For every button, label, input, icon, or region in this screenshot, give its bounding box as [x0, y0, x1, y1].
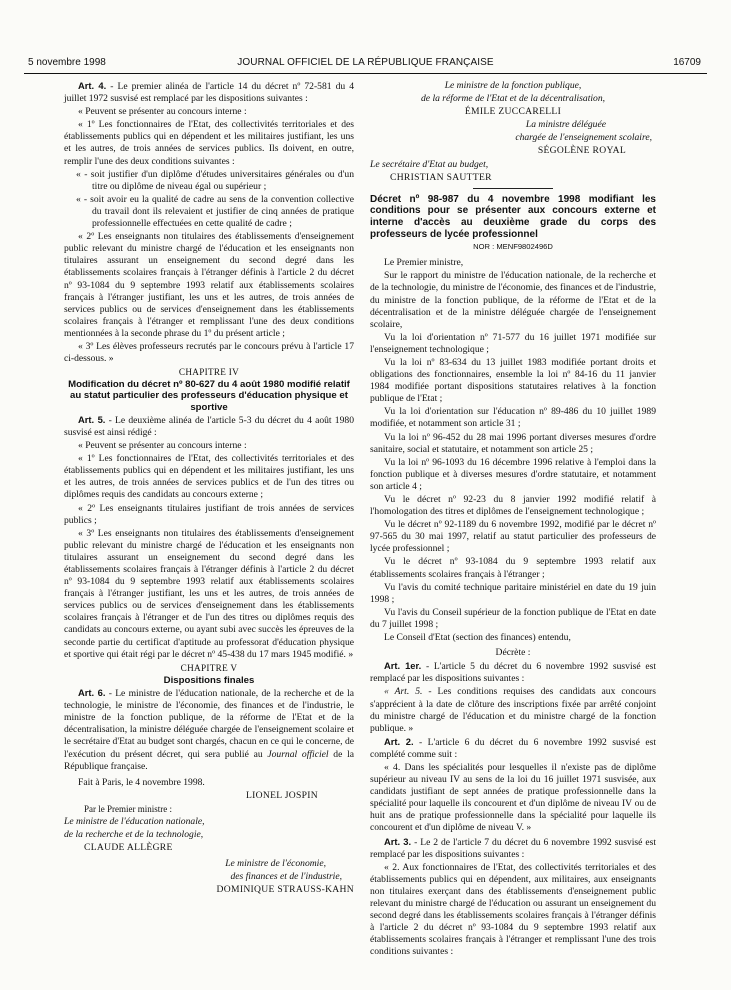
paragraph: Vu le décret nº 93-1084 du 9 septembre 1993 relatif aux établissements scolaires français à l'étranger ; — [370, 556, 656, 580]
paragraph: Vu la loi d'orientation sur l'éducation nº 89-486 du 10 juillet 1989 modifiée, et notamment son article 31 ; — [370, 406, 656, 430]
signatory-title: Le secrétaire d'Etat au budget, — [370, 158, 489, 170]
signatory-name: LIONEL JOSPIN — [245, 789, 318, 801]
decrete-heading: Décrète : — [495, 647, 531, 659]
paragraph: Vu le décret nº 92-23 du 8 janvier 1992 modifié relatif à l'homologation des titres et diplômes de l'enseignement technologique ; — [370, 494, 656, 518]
paragraph: « 3º Les élèves professeurs recrutés par le concours prévu à l'article 17 ci-dessous. » — [64, 340, 354, 365]
paragraph: Vu l'avis du comité technique paritaire ministériel en date du 19 juin 1998 ; — [370, 581, 656, 605]
header-journal-title: JOURNAL OFFICIEL DE LA RÉPUBLIQUE FRANÇAISE — [237, 57, 494, 68]
quoted-article: « 4. Dans les spécialités pour lesquelles il n'existe pas de diplôme supérieur au niveau IV au sens de la loi du 16 juillet 1971 susvisée, aux candidats justifiant de sept années de pratique professionnelle dans la spécialité pour laquelle ils concourent et d'un diplôme de niveau IV ou de huit ans de pratique professionnelle dans la spécialité pour laquelle ils concourent et d'un diplôme de niveau V. » — [370, 761, 656, 834]
signature-date: Fait à Paris, le 4 novembre 1998. — [78, 776, 205, 788]
signatory-name: CHRISTIAN SAUTTER — [390, 171, 492, 183]
paragraph: Vu le décret nº 92-1189 du 6 novembre 1992, modifié par le décret nº 97-565 du 30 mai 1997, relatif au statut particulier des professeurs de lycée professionnel ; — [370, 519, 656, 555]
paragraph: Le Conseil d'Etat (section des finances) entendu, — [384, 632, 571, 644]
article-3: Art. 3. - Le 2 de l'article 7 du décret du 6 novembre 1992 susvisé est remplacé par les dispositions suivantes : — [370, 835, 656, 860]
chapter-heading: CHAPITRE V — [180, 662, 238, 673]
quoted-article: « 2. Aux fonctionnaires de l'Etat, des collectivités territoriales et des établissements publics qui en dépendent, aux militaires, aux enseignants non titulaires exerçant dans des établissements d'enseignement public relevant du ministre chargé de l'éducation ou assurant un enseignement du second degré dans les établissements scolaires français à l'étranger définis à l'article 2 du décret nº 93-1084 du 9 septembre 1993 relatif aux établissements scolaires français à l'étranger et remplissant l'une des trois conditions suivantes : — [370, 861, 656, 958]
paragraph: « 2º Les enseignants titulaires justifiant de trois années de services publics ; — [64, 502, 354, 526]
paragraph: « 1º Les fonctionnaires de l'Etat, des collectivités territoriales et des établissements publics qui en dépendent et les militaires justifiant, les uns et les autres, de trois années de services publics et de l'un des titres ou diplômes requis des candidats au concours externe ; — [64, 453, 354, 501]
article-2: Art. 2. - L'article 6 du décret du 6 novembre 1992 susvisé est complété comme suit : — [370, 735, 656, 760]
chapter-title: Modification du décret nº 80-627 du 4 août 1980 modifié relatif au statut particulier des professeurs d'éducation physique et sportive — [68, 379, 350, 413]
section-divider — [473, 188, 553, 189]
signatory-title: de la réforme de l'Etat et de la décentralisation, — [420, 93, 606, 105]
quoted-article: « Art. 5. - Les conditions requises des candidats aux concours s'apprécient à la date de clôture des inscriptions fixée par arrêté conjoint du ministre chargé de l'éducation et du ministre chargé de la fonction publique. » — [370, 686, 656, 734]
chapter-heading: CHAPITRE IV — [178, 367, 240, 378]
paragraph: « 3º Les enseignants non titulaires des établissements d'enseignement public relevant du ministre chargé de l'éducation et les enseignants non titulaires assurant un enseignement du second degré dans les établissements scolaires français à l'étranger définis à l'article 2 du décret nº 93-1084 du 9 septembre 1993 relatif aux établissements scolaires français à l'étranger justifiant, les uns et les autres, de trois années de services publics ou de services d'enseignement dans les établissements scolaires français à l'étranger et de l'un des titres ou diplômes requis des candidats au concours externe, ou ayant subi avec succès les épreuves de la seconde partie du certificat d'aptitude au professorat d'éducation physique et sportive qui était régi par le décret nº 45-438 du 17 mars 1945 modifié. » — [64, 527, 354, 660]
article-4: Art. 4. - Le premier alinéa de l'article 14 du décret nº 72-581 du 4 juillet 1972 susvisé est remplacé par les dispositions suivantes : — [64, 80, 354, 105]
signatory-title: chargée de l'enseignement scolaire, — [515, 132, 652, 144]
signature-line: Par le Premier ministre : — [84, 803, 172, 814]
paragraph: « Peuvent se présenter au concours interne : — [78, 106, 247, 118]
paragraph: « 2º Les enseignants non titulaires des établissements d'enseignement public relevant du ministre chargé de l'éducation et les enseignants non titulaires assurant un enseignement du second degré dans les établissements scolaires français à l'étranger définis à l'article 2 du décret nº 93-1084 du 9 septembre 1993 relatif aux établissements scolaires français à l'étranger justifiant, les uns et les autres, de trois années de services publics ou de services d'enseignement dans les établissements scolaires français à l'étranger et remplissant l'une des deux conditions mentionnées à la seconde phrase du 1º du présent article ; — [64, 231, 354, 339]
right-column — [370, 80, 656, 959]
page-header — [20, 56, 711, 70]
header-page-number: 16709 — [673, 57, 701, 68]
dash-item: « - soit avoir eu la qualité de cadre au sens de la convention collective du travail dont ils relevaient et justifier de cinq années de pratique professionnelle effectuées en cette qualité de cadre ; — [76, 193, 354, 230]
article-6: Art. 6. - Le ministre de l'éducation nationale, de la recherche et de la technologie, le ministre de l'économie, des finances et de l'industrie, le ministre de la fonction publique, de la réforme de l'Etat et de la décentralisation, la ministre déléguée chargée de l'enseignement scolaire et le secrétaire d'Etat au budget sont chargés, chacun en ce qui le concerne, de l'exécution du présent décret, qui sera publié au Journal officiel de la République française. — [64, 687, 354, 772]
header-rule — [24, 73, 707, 74]
paragraph: « 1º Les fonctionnaires de l'Etat, des collectivités territoriales et des établissements publics qui en dépendent et les militaires justifiant, les uns et les autres, de trois années de services publics. Ils doivent, en outre, remplir l'une des deux conditions suivantes : — [64, 119, 354, 167]
paragraph: Vu la loi nº 83-634 du 13 juillet 1983 modifiée portant droits et obligations des fonctionnaires, ensemble la loi nº 84-16 du 11 janvier 1984 modifiée portant dispositions statutaires relatives à la fonction publique de l'Etat ; — [370, 356, 656, 405]
nor-reference: NOR : MENF9802496D — [473, 242, 553, 252]
signatory-name: ÉMILE ZUCCARELLI — [464, 106, 562, 118]
signatory-title: de la recherche et de la technologie, — [64, 829, 204, 841]
chapter-title: Dispositions finales — [163, 674, 255, 686]
left-column — [64, 80, 354, 898]
signatory-name: DOMINIQUE STRAUSS-KAHN — [216, 884, 354, 896]
article-5: Art. 5. - Le deuxième alinéa de l'article 5-3 du décret du 4 août 1980 susvisé est ainsi rédigé : — [64, 413, 354, 438]
paragraph: Vu l'avis du Conseil supérieur de la fonction publique de l'Etat en date du 7 juillet 1998 ; — [370, 606, 656, 630]
signatory-title: La ministre déléguée — [525, 119, 606, 131]
paragraph: Vu la loi nº 96-1093 du 16 décembre 1996 relative à l'emploi dans la fonction publique et à diverses mesures d'ordre statutaire, et notamment son article 4 ; — [370, 456, 656, 492]
paragraph: Vu la loi d'orientation nº 71-577 du 16 juillet 1971 modifiée sur l'enseignement technologique ; — [370, 331, 656, 355]
signatory-title: des finances et de l'industrie, — [230, 871, 342, 883]
paragraph: Le Premier ministre, — [384, 257, 464, 269]
decree-title: Décret nº 98-987 du 4 novembre 1998 modifiant les conditions pour se présenter aux concours externe et interne d'accès au deuxième grade du corps des professeurs de lycée professionnel — [370, 193, 656, 240]
header-date: 5 novembre 1998 — [28, 57, 106, 68]
paragraph: Vu la loi nº 96-452 du 28 mai 1996 portant diverses mesures d'ordre sanitaire, social et statutaire, et notamment son article 25 ; — [370, 431, 656, 455]
signatory-title: Le ministre de l'économie, — [225, 858, 326, 870]
paragraph: Sur le rapport du ministre de l'éducation nationale, de la recherche et de la technologie, du ministre de l'économie, des finances et de l'industrie, du ministre de la fonction publique, de la réforme de l'Etat et de la décentralisation et de la ministre déléguée chargée de l'enseignement scolaire, — [370, 270, 656, 330]
signatory-name: SÉGOLÈNE ROYAL — [537, 145, 626, 157]
signatory-title: Le ministre de la fonction publique, — [444, 80, 582, 91]
signatory-name: CLAUDE ALLÈGRE — [84, 842, 173, 854]
article-1: Art. 1er. - L'article 5 du décret du 6 novembre 1992 susvisé est remplacé par les dispositions suivantes : — [370, 660, 656, 685]
signatory-title: Le ministre de l'éducation nationale, — [64, 815, 205, 827]
dash-item: « - soit justifier d'un diplôme d'études universitaires générales ou d'un titre ou diplôme de niveau égal ou supérieur ; — [76, 168, 354, 192]
paragraph: « Peuvent se présenter au concours interne : — [78, 440, 247, 452]
